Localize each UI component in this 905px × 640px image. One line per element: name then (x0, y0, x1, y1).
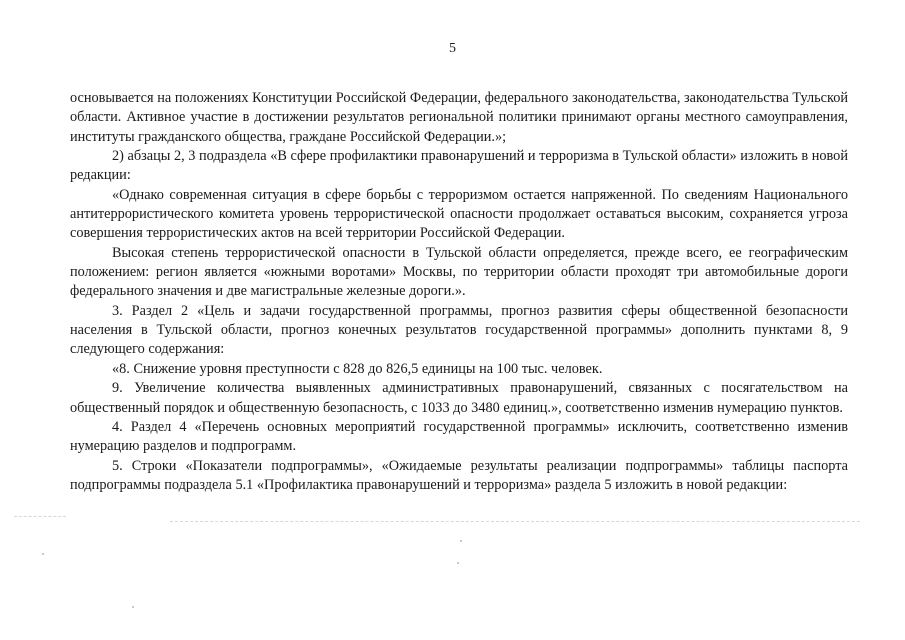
scan-artifact-dot (132, 606, 134, 608)
paragraph: 3. Раздел 2 «Цель и задачи государственной программы, прогноз развития сферы общественной безопасности населения в Тульской области, прогноз конечных результатов государственной программы» дополнить пунктами 8, 9 следующего содержания: (70, 302, 848, 358)
paragraph: Высокая степень террористической опасности в Тульской области определяется, прежде всего, ее географическим положением: регион является «южными воротами» Москвы, по территории области проходят три автомобильные дороги федерального значения и две магистральные железные дороги.». (70, 244, 848, 300)
paragraph: «Однако современная ситуация в сфере борьбы с терроризмом остается напряженной. По сведениям Национального антитеррористического комитета уровень террористической опасности продолжает оставаться высоким, сохраняется угроза совершения террористических актов на всей территории Российской Федерации. (70, 186, 848, 242)
scan-artifact-line (14, 516, 66, 521)
scan-artifact-dot (460, 540, 462, 542)
scan-artifact-dot (42, 553, 44, 555)
page-number: 5 (449, 41, 456, 56)
paragraph: 2) абзацы 2, 3 подраздела «В сфере профилактики правонарушений и терроризма в Тульской области» изложить в новой редакции: (70, 148, 848, 184)
paragraph: 4. Раздел 4 «Перечень основных мероприятий государственной программы» исключить, соответственно изменив нумерацию разделов и подпрограмм. (70, 418, 848, 455)
paragraph: 5. Строки «Показатели подпрограммы», «Ожидаемые результаты реализации подпрограммы» таблицы паспорта подпрограммы подраздела 5.1 «Профилактика правонарушений и терроризма» раздела 5 изложить в новой редакции: (70, 457, 848, 493)
paragraph: «8. Снижение уровня преступности с 828 до 826,5 единицы на 100 тыс. человек. (112, 360, 603, 377)
paragraph: основывается на положениях Конституции Российской Федерации, федерального законодательства, законодательства Тульской области. Активное участие в достижении результатов региональной политики принимают органы местного самоуправления, институты гражданского общества, граждане Российской Федерации.»; (70, 90, 848, 145)
document-body (70, 89, 848, 495)
paragraph: 9. Увеличение количества выявленных административных правонарушений, связанных с посягательством на общественный порядок и общественную безопасность, с 1033 до 3480 единиц.», соответственно изменив нумерацию пунктов. (70, 380, 848, 416)
scan-artifact-dot (457, 562, 459, 564)
scan-artifact-line (170, 521, 860, 526)
